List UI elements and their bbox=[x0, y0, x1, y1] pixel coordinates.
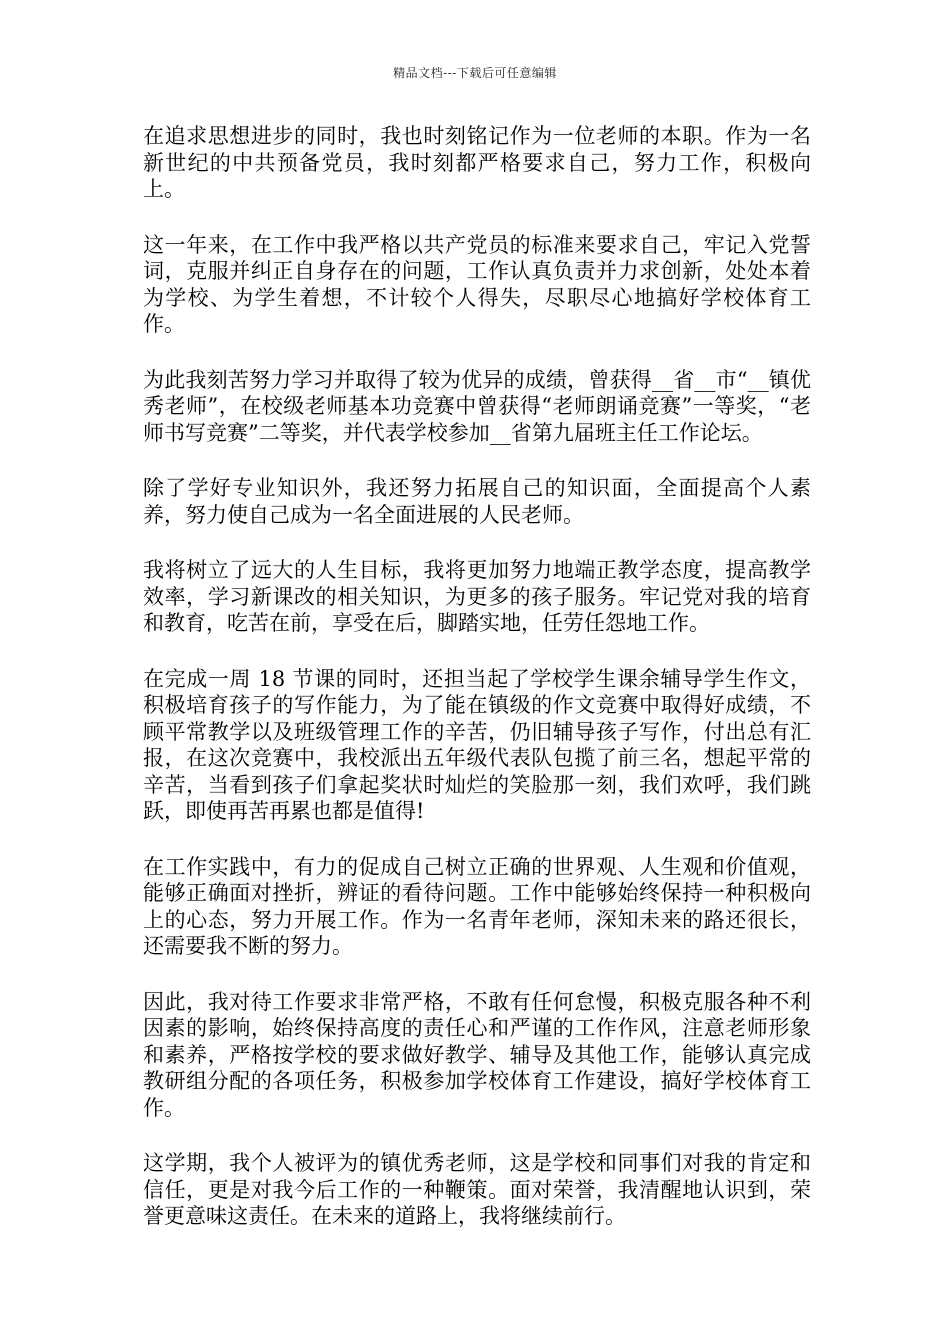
paragraph-1: 在追求思想进步的同时，我也时刻铭记作为一位老师的本职。作为一名新世纪的中共预备党员，我时刻都严格要求自己，努力工作，积极向上。 bbox=[143, 124, 811, 201]
paragraph-8: 因此，我对待工作要求非常严格，不敢有任何怠慢，积极克服各种不利因素的影响，始终保持高度的责任心和严谨的工作作风，注意老师形象和素养，严格按学校的要求做好教学、辅导及其他工作，能够认真完成教研组分配的各项任务，积极参加学校体育工作建设，搞好学校体育工作。 bbox=[143, 989, 811, 1120]
paragraph-6: 在完成一周 18 节课的同时，还担当起了学校学生课余辅导学生作文，积极培育孩子的写作能力，为了能在镇级的作文竞赛中取得好成绩，不顾平常教学以及班级管理工作的辛苦，仍旧辅导孩子写作，付出总有汇报，在这次竞赛中，我校派出五年级代表队包揽了前三名，想起平常的辛苦，当看到孩子们拿起奖状时灿烂的笑脸那一刻，我们欢呼，我们跳跃，即使再苦再累也都是值得! bbox=[143, 666, 811, 823]
paragraph-3: 为此我刻苦努力学习并取得了较为优异的成绩，曾获得__省__市“__镇优秀老师”，在校级老师基本功竞赛中曾获得“老师朗诵竞赛”一等奖，“老师书写竞赛”二等奖，并代表学校参加__省第九届班主任工作论坛。 bbox=[143, 367, 811, 445]
page-header: 精品文档---下载后可任意编辑 bbox=[393, 66, 557, 80]
paragraph-7: 在工作实践中，有力的促成自己树立正确的世界观、人生观和价值观，能够正确面对挫折，辨证的看待问题。工作中能够始终保持一种积极向上的心态，努力开展工作。作为一名青年老师，深知未来的路还很长，还需要我不断的努力。 bbox=[143, 854, 811, 958]
paragraph-5: 我将树立了远大的人生目标，我将更加努力地端正教学态度，提高教学效率，学习新课改的相关知识，为更多的孩子服务。牢记党对我的培育和教育，吃苦在前，享受在后，脚踏实地，任劳任怨地工作。 bbox=[143, 558, 811, 635]
paragraph-9: 这学期，我个人被评为的镇优秀老师，这是学校和同事们对我的肯定和信任，更是对我今后工作的一种鞭策。面对荣誉，我清醒地认识到，荣誉更意味这责任。在未来的道路上，我将继续前行。 bbox=[143, 1151, 811, 1228]
paragraph-2: 这一年来，在工作中我严格以共产党员的标准来要求自己，牢记入党誓词，克服并纠正自身存在的问题，工作认真负责并力求创新，处处本着为学校、为学生着想，不计较个人得失，尽职尽心地搞好学校体育工作。 bbox=[143, 232, 811, 336]
paragraph-4: 除了学好专业知识外，我还努力拓展自己的知识面，全面提高个人素养，努力使自己成为一名全面进展的人民老师。 bbox=[143, 476, 811, 527]
document-body bbox=[143, 123, 811, 1259]
